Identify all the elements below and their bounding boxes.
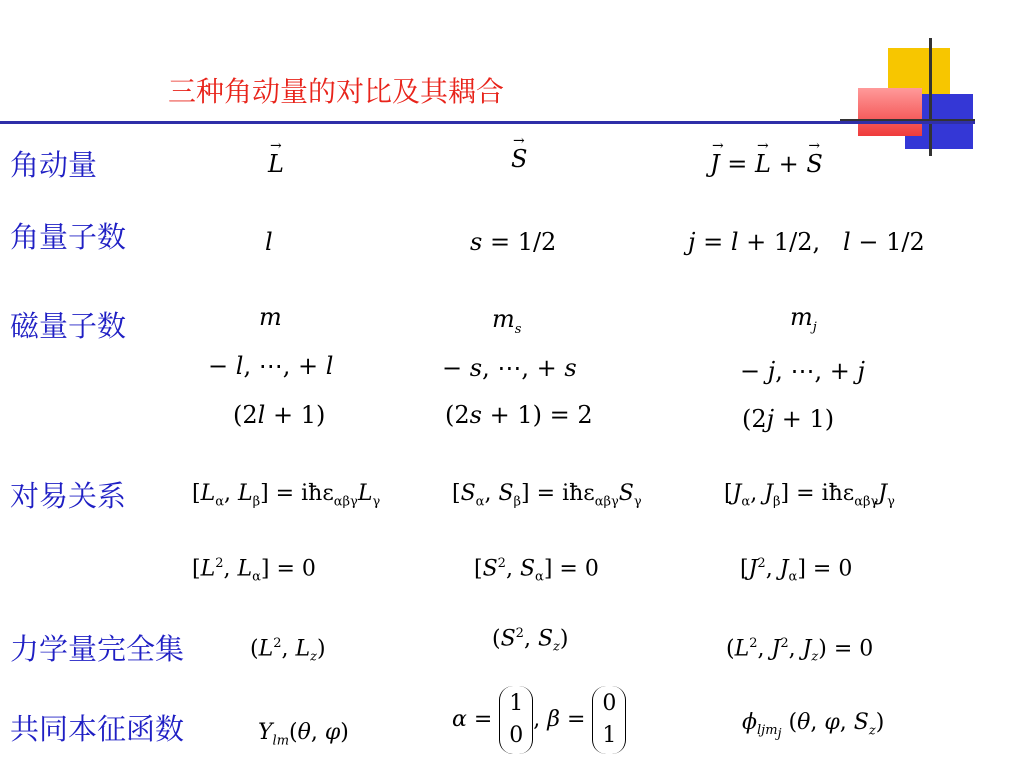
magnetic-m: m (259, 303, 282, 331)
commutator-L2: [$L^2$, $L_\alpha] = 0$ (192, 556, 316, 585)
magnetic-mj: $m_j$ (790, 303, 817, 335)
magnetic-ms: $m_s$ (492, 305, 522, 337)
vector-L: L → (268, 138, 284, 178)
quantum-number-l: l (265, 228, 273, 256)
title-underline (0, 121, 975, 124)
alpha-column-matrix: 1 0 (499, 686, 533, 754)
quantum-number-s: s = 1/2 (470, 228, 557, 256)
vector-S: S → (511, 133, 528, 173)
commutator-J2: [$J^2$, $J_\alpha] = 0$ (740, 556, 853, 585)
complete-set-J: ($L^2$, $J^2$, $J_z) = 0$ (726, 636, 874, 665)
page-title: 三种角动量的对比及其耦合 (168, 75, 505, 108)
row-label-magnetic-quantum-number: 磁量子数 (10, 309, 127, 343)
row-label-angular-quantum-number: 角量子数 (10, 220, 127, 254)
range-s: − s, ⋯, + s (442, 354, 577, 382)
quantum-number-j: j = l + 1/2, l − 1/2 (688, 228, 925, 256)
spin-eigenvectors: α = 1 0, β = 0 1 (452, 686, 626, 754)
row-label-angular-momentum: 角动量 (10, 148, 98, 182)
row-label-complete-set: 力学量完全集 (10, 632, 185, 666)
commutator-S2: [$S^2$, $S_\alpha] = 0$ (474, 556, 599, 585)
range-j: − j, ⋯, + j (740, 357, 865, 385)
complete-set-S: ($S^2$, $S_z$) (492, 626, 569, 655)
complete-set-L: ($L^2$, $L_z$) (250, 636, 326, 665)
row-label-commutation-relations: 对易关系 (10, 479, 127, 513)
degeneracy-j: (2j + 1) (742, 405, 835, 433)
degeneracy-s: (2s + 1) = 2 (445, 401, 593, 429)
eigenfunction-Y: $Y_{lm}(\theta$, φ) (258, 720, 349, 749)
eigenfunction-phi: $\phi_{ljm_j}$ (θ, φ, $S_z$) (742, 710, 885, 742)
row-label-eigenfunctions: 共同本征函数 (10, 712, 185, 746)
commutator-J: [$J_\alpha$, $J_\beta$] = $iħ\varepsilon_{\alpha\beta\gamma}J_\gamma$ (724, 481, 895, 510)
vector-J-sum: J → = L → + S → (710, 138, 823, 178)
range-l: − l, ⋯, + l (208, 352, 334, 380)
commutator-S: [$S_\alpha$, $S_\beta$] = $iħ\varepsilon_{\alpha\beta\gamma}S_\gamma$ (452, 481, 642, 510)
beta-column-matrix: 0 1 (592, 686, 626, 754)
degeneracy-l: (2l + 1) (233, 401, 326, 429)
commutator-L: [$L_\alpha$, $L_\beta$] = $iħ\varepsilon_{\alpha\beta\gamma}L_\gamma$ (192, 481, 381, 510)
